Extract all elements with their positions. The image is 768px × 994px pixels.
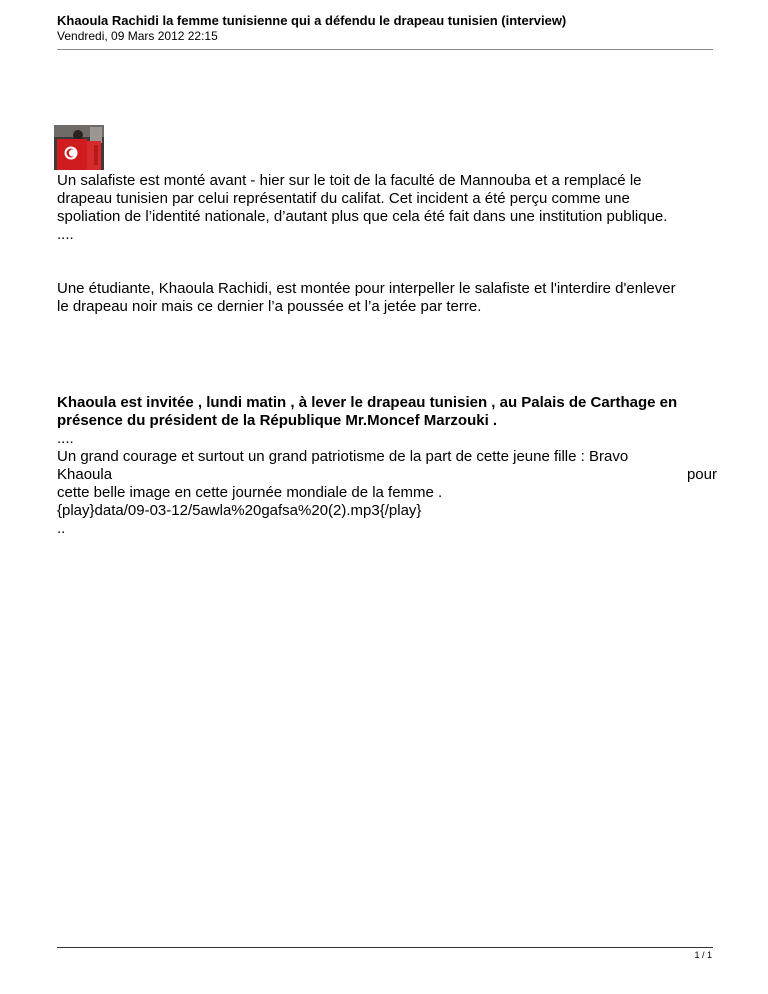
page-number: 1 / 1 xyxy=(694,950,712,960)
text-line: .. xyxy=(57,520,66,537)
article-body xyxy=(57,172,717,538)
audio-tag-text: {play}data/09-03-12/5awla%20gafsa%20(2).mp3{/play} xyxy=(57,502,422,519)
paragraph-student xyxy=(57,280,717,316)
text-line: .... xyxy=(57,430,74,447)
text-line: cette belle image en cette journée mondiale de la femme . xyxy=(57,484,443,501)
header-divider xyxy=(57,49,713,50)
text-line: Une étudiante, Khaoula Rachidi, est montée pour interpeller le salafiste et l'interdire d'enlever xyxy=(57,280,676,297)
article-photo xyxy=(54,125,104,170)
spacer xyxy=(57,316,717,394)
text-line: Un grand courage et surtout un grand patriotisme de la part de cette jeune fille : Bravo xyxy=(57,448,629,465)
justified-line xyxy=(57,466,717,484)
footer-divider xyxy=(57,947,713,948)
paragraph-invitation xyxy=(57,394,717,466)
text-line: drapeau tunisien par celui représentatif du califat. Cet incident a été perçu comme une xyxy=(57,190,630,207)
justified-right-word: pour xyxy=(686,466,717,483)
article-title: Khaoula Rachidi la femme tunisienne qui a défendu le drapeau tunisien (interview) xyxy=(57,13,567,28)
paragraph-closing xyxy=(57,484,717,538)
bold-text-line: présence du président de la République Mr.Moncef Marzouki . xyxy=(57,412,498,429)
article-date: Vendredi, 09 Mars 2012 22:15 xyxy=(57,29,218,43)
bold-text-line: Khaoula est invitée , lundi matin , à lever le drapeau tunisien , au Palais de Carthage en xyxy=(57,394,678,411)
justified-left-word: Khaoula xyxy=(57,466,113,483)
paragraph-incident xyxy=(57,172,717,244)
text-line: Un salafiste est monté avant - hier sur le toit de la faculté de Mannouba et a remplacé le xyxy=(57,172,642,189)
text-line: spoliation de l’identité nationale, d’autant plus que cela été fait dans une institution publique. xyxy=(57,208,668,225)
document-header xyxy=(57,13,713,44)
text-line: .... xyxy=(57,226,74,243)
photo-woman-with-flag-icon xyxy=(54,125,104,170)
spacer xyxy=(57,244,717,280)
text-line: le drapeau noir mais ce dernier l’a poussée et l’a jetée par terre. xyxy=(57,298,482,315)
